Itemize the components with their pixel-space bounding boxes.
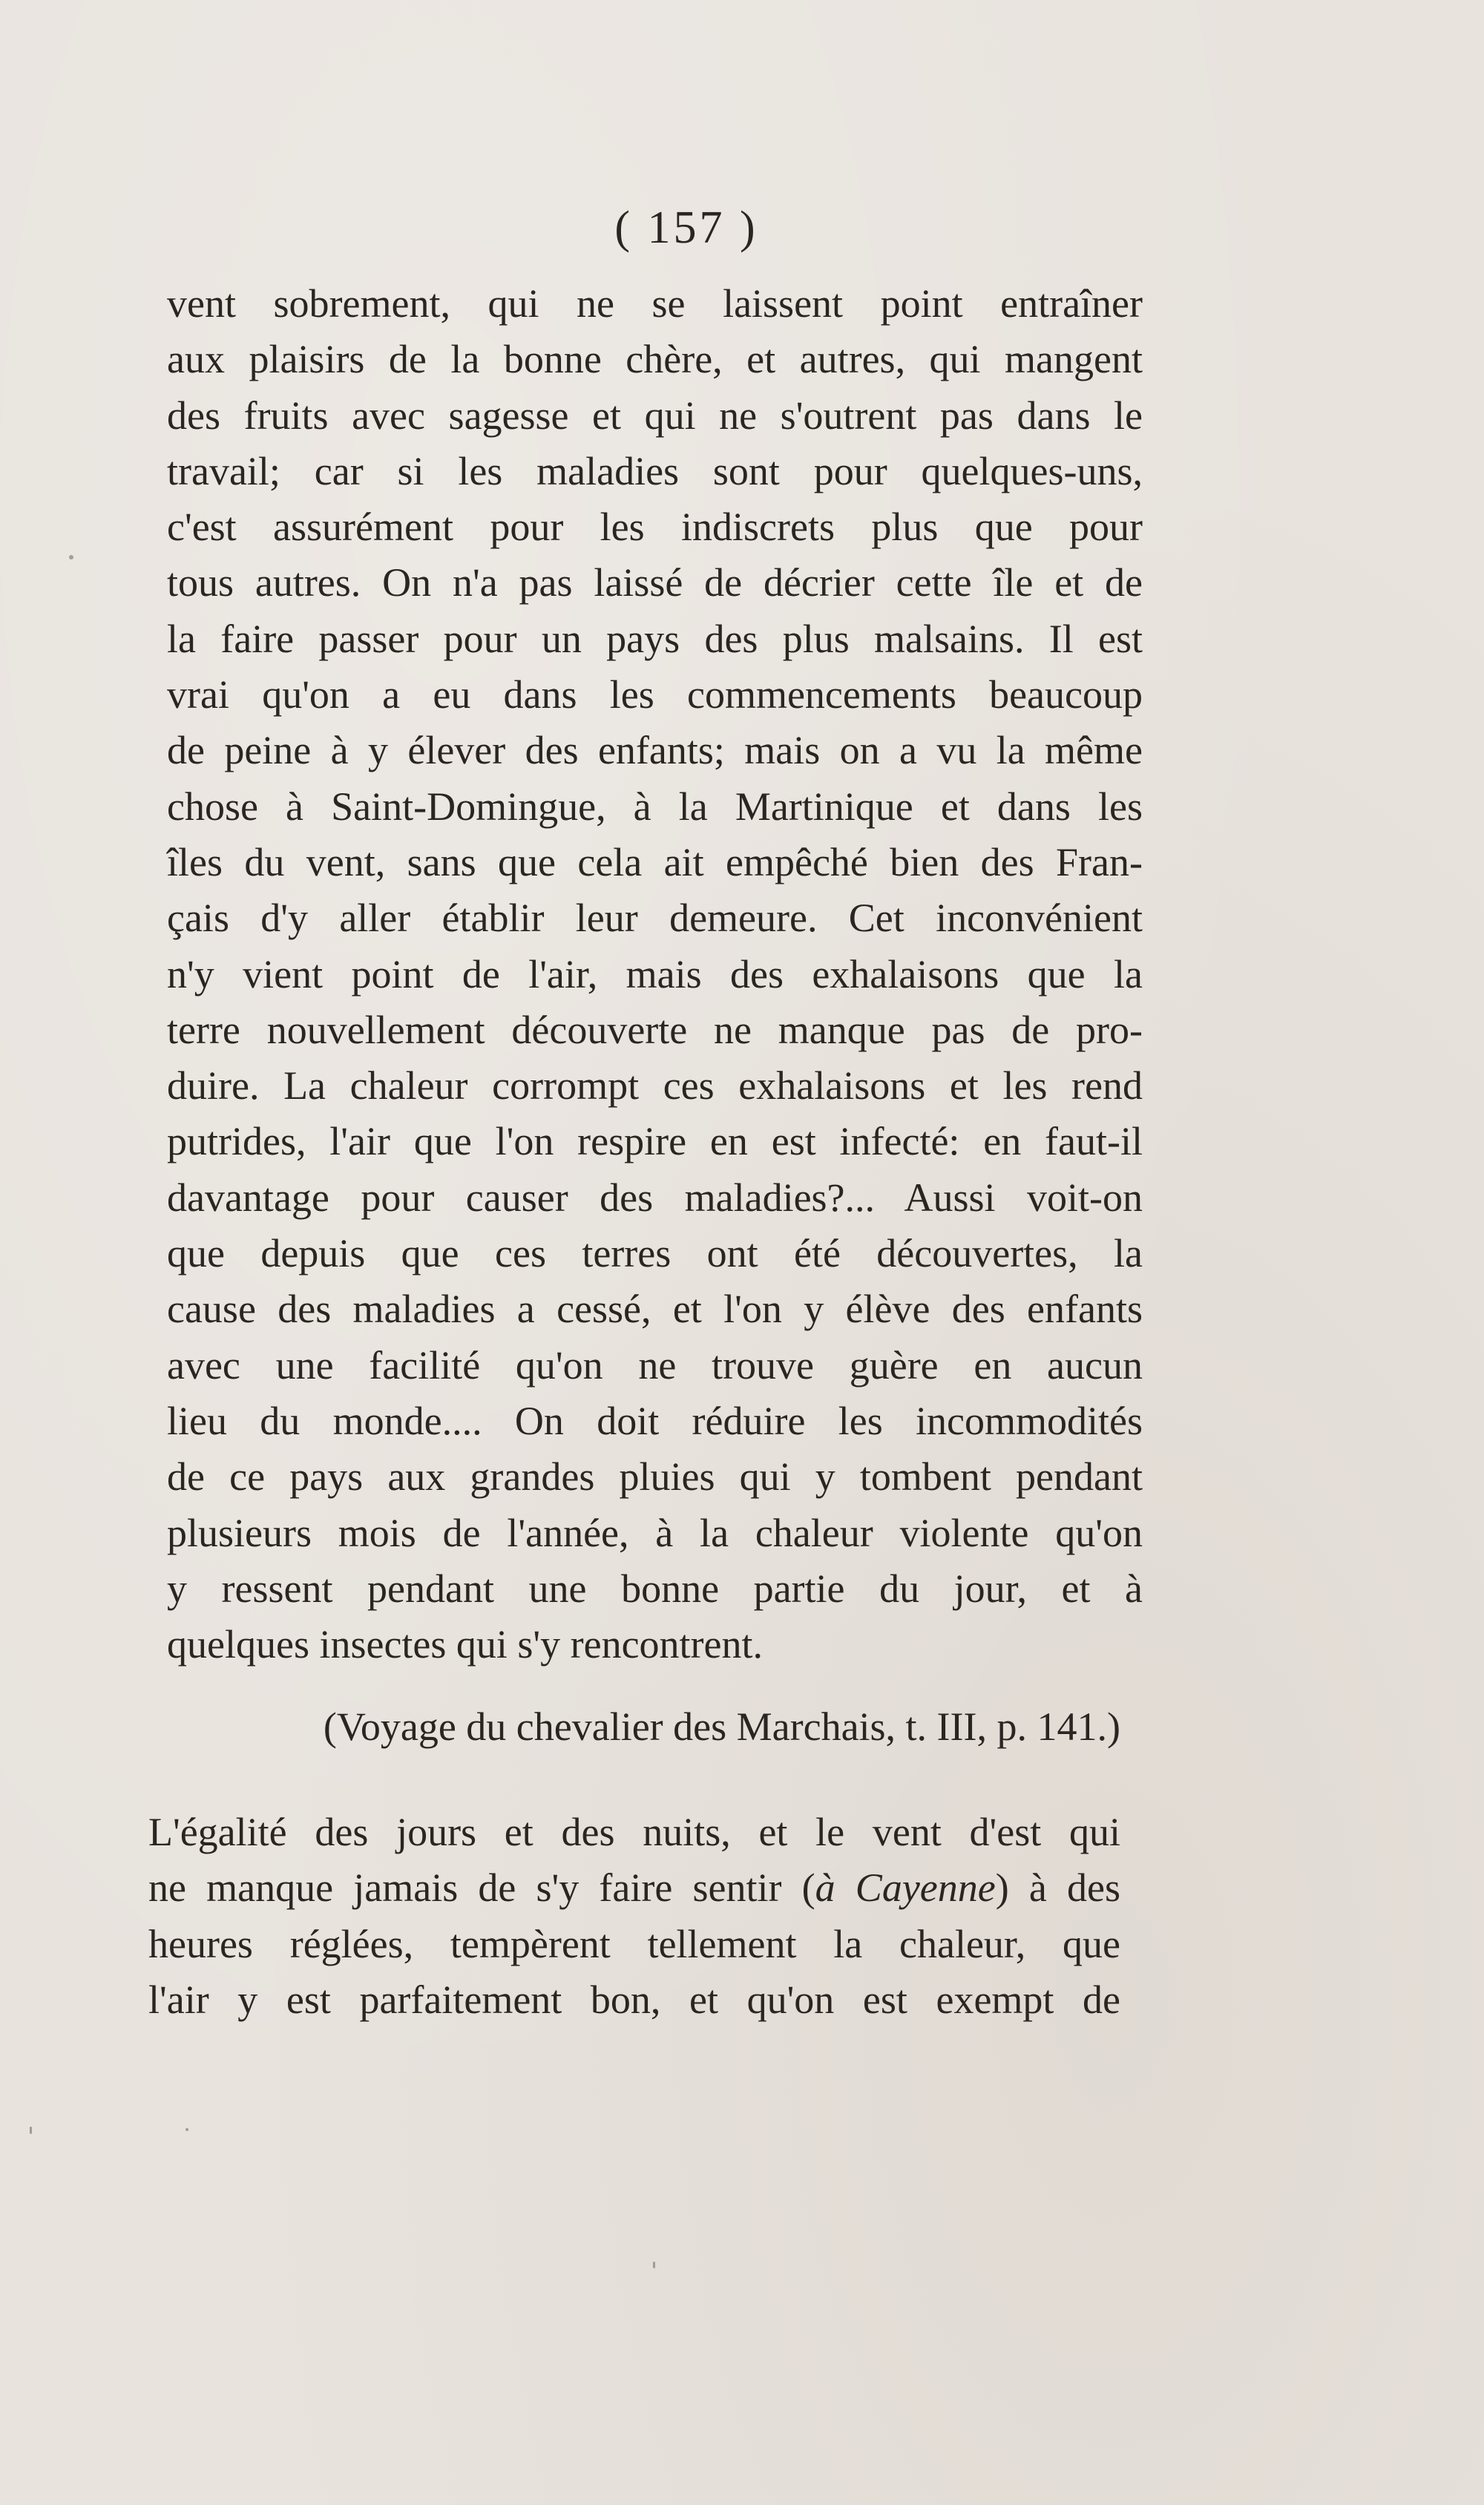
text-line: de ce pays aux grandes pluies qui y tombent pendant [167,1454,1143,1500]
quoted-paragraph [167,276,1143,1672]
paper-speck [186,2128,188,2131]
text-line: îles du vent, sans que cela ait empêché bien des Fran- [167,839,1143,884]
text-line: quelques insectes qui s'y rencontrent. [167,1622,764,1667]
text-line: terre nouvellement découverte ne manque pas de pro- [167,1007,1143,1052]
text-line: de peine à y élever des enfants; mais on a vu la même [167,728,1143,773]
citation: (Voyage du chevalier des Marchais, t. III, p. 141.) [323,1704,1120,1749]
paper-speck [653,2262,655,2268]
text-line: davantage pour causer des maladies?... Aussi voit-on [167,1175,1143,1220]
text-line: y ressent pendant une bonne partie du jour, et à [167,1566,1143,1611]
text-line: vrai qu'on a eu dans les commencements beaucoup [167,672,1143,718]
text-line: aux plaisirs de la bonne chère, et autres, qui mangent [167,337,1143,382]
text-line: la faire passer pour un pays des plus malsains. Il est [167,616,1143,661]
text-line: cause des maladies a cessé, et l'on y élève des enfants [167,1287,1143,1332]
text-line: que depuis que ces terres ont été découvertes, la [167,1231,1143,1276]
text-line: vent sobrement, qui ne se laissent point entraîner [167,281,1143,326]
text-line: putrides, l'air que l'on respire en est infecté: en faut-il [167,1119,1143,1164]
second-paragraph [148,1805,1120,2028]
text-line: plusieurs mois de l'année, à la chaleur violente qu'on [167,1510,1143,1555]
text-line: çais d'y aller établir leur demeure. Cet inconvénient [167,896,1143,941]
text-line: heures réglées, tempèrent tellement la chaleur, que [148,1921,1120,1966]
paper-speck [30,2127,32,2134]
text-line: duire. La chaleur corrompt ces exhalaisons et les rend [167,1063,1143,1109]
text-line: ne manque jamais de s'y faire sentir (à Cayenne) à des [148,1865,1121,1911]
text-line: tous autres. On n'a pas laissé de décrier cette île et de [167,560,1143,605]
text-line: n'y vient point de l'air, mais des exhalaisons que la [167,951,1143,997]
text-line: avec une facilité qu'on ne trouve guère en aucun [167,1342,1143,1388]
paper-speck [69,555,73,559]
text-line: chose à Saint-Domingue, à la Martinique et dans les [167,784,1143,829]
page-number: ( 157 ) [614,203,758,253]
text-line: l'air y est parfaitement bon, et qu'on est exempt de [148,1977,1120,2022]
text-line: lieu du monde.... On doit réduire les incommodités [167,1398,1143,1443]
text-line: c'est assurément pour les indiscrets plus que pour [167,505,1143,550]
text-line: des fruits avec sagesse et qui ne s'outrent pas dans le [167,393,1143,438]
text-line: L'égalité des jours et des nuits, et le vent d'est qui [148,1810,1120,1854]
text-line: travail; car si les maladies sont pour quelques-uns, [167,448,1143,493]
